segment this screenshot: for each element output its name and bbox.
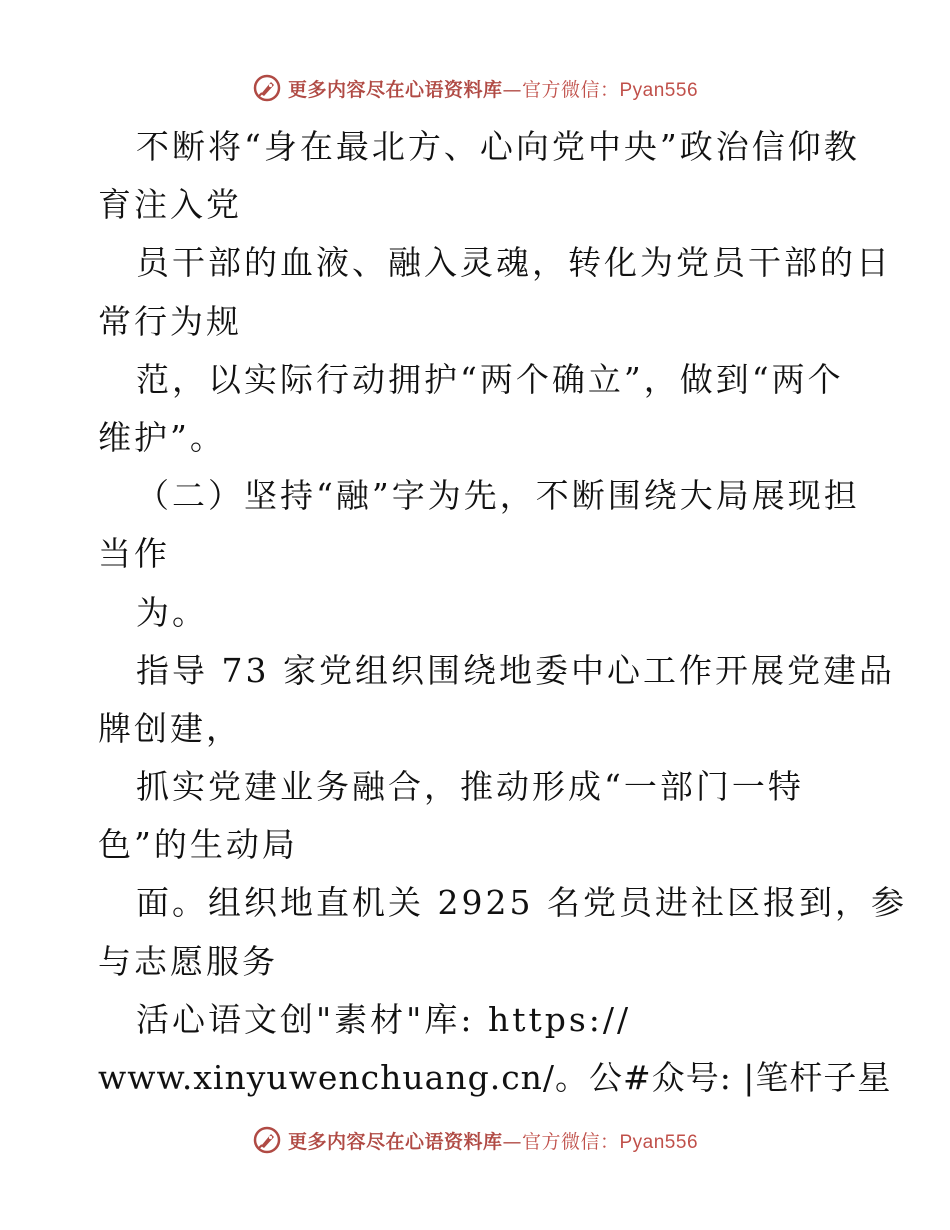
footer-watermark <box>0 1120 950 1160</box>
body-text-line: 抓实党建业务融合，推动形成“一部门一特 <box>136 767 804 807</box>
body-text-line: 常行为规 <box>98 301 242 341</box>
body-text-line: 为。 <box>136 592 208 632</box>
body-text-line: 活心语文创"素材"库: https:// <box>136 999 632 1039</box>
document-body <box>98 118 907 1107</box>
body-text-line: 育注入党 <box>98 185 242 225</box>
body-text-line: 维护”。 <box>98 417 226 457</box>
body-text-line: www.xinyuwenchuang.cn/。公#众号: |笔杆子星 <box>98 1058 892 1097</box>
watermark-id-text: Pyan556 <box>619 1131 699 1153</box>
watermark-sub-text: 官方微信： <box>521 78 620 101</box>
body-text-line: 指导 73 家党组织围绕地委中心工作开展党建品 <box>136 650 895 690</box>
body-text-line: 范，以实际行动拥护“两个确立”，做到“两个 <box>136 359 844 399</box>
pen-nib-logo-icon <box>252 73 282 103</box>
watermark-separator: — <box>502 78 522 101</box>
watermark-id-text: Pyan556 <box>619 79 699 101</box>
body-text-line: 当作 <box>98 534 170 574</box>
watermark-sub-text: 官方微信： <box>521 1130 620 1153</box>
watermark-main-text: 更多内容尽在心语资料库 <box>287 78 503 101</box>
body-text-line: 色”的生动局 <box>98 825 298 865</box>
watermark-main-text: 更多内容尽在心语资料库 <box>287 1130 503 1153</box>
pen-nib-logo-icon <box>252 1125 282 1155</box>
body-text-line: 牌创建， <box>98 708 242 748</box>
body-text-line: 员干部的血液、融入灵魂，转化为党员干部的日 <box>136 243 892 283</box>
watermark-separator: — <box>502 1130 522 1153</box>
body-text-line: 与志愿服务 <box>98 941 278 981</box>
body-text-line: （二）坚持“融”字为先，不断围绕大局展现担 <box>136 476 860 516</box>
body-text-line: 不断将“身在最北方、心向党中央”政治信仰教 <box>136 127 860 166</box>
header-watermark <box>0 68 950 108</box>
body-text-line: 面。组织地直机关 2925 名党员进社区报到，参 <box>136 883 907 923</box>
